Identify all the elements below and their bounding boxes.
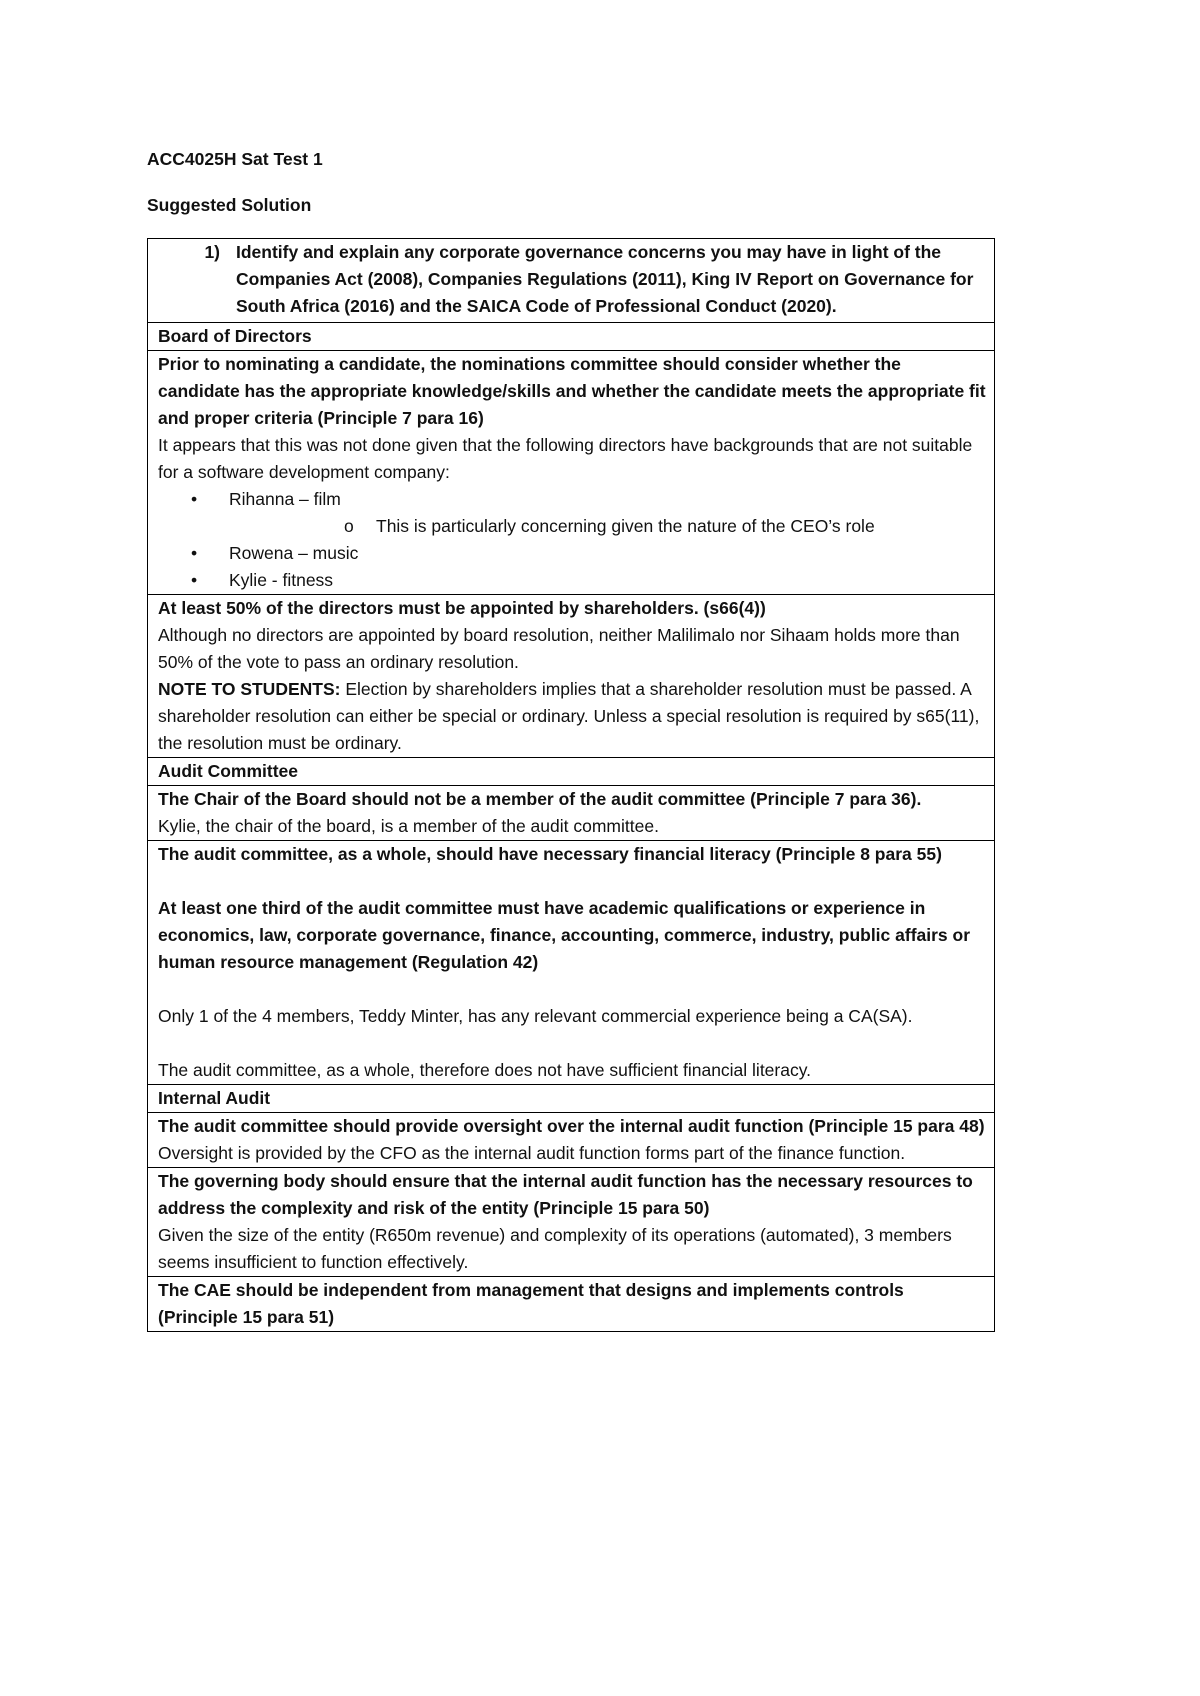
internal-item-1-text: Oversight is provided by the CFO as the internal audit function forms part of the finance function. <box>158 1143 906 1163</box>
board-item-2-principle: At least 50% of the directors must be appointed by shareholders. (s66(4)) <box>158 598 766 618</box>
director-rihanna: Rihanna – film <box>229 489 341 509</box>
page-subtitle: Suggested Solution <box>147 195 312 215</box>
table-row <box>148 1277 995 1332</box>
table-row <box>148 1168 995 1277</box>
table-row <box>148 351 995 595</box>
list-item: • Kylie - fitness <box>158 567 986 594</box>
audit-item-2-principle: The audit committee, as a whole, should have necessary financial literacy (Principle 8 para 55) <box>158 844 942 864</box>
question-number: 1) <box>204 242 220 262</box>
internal-item-1-principle: The audit committee should provide oversight over the internal audit function (Principle 15 para 48) <box>158 1116 985 1136</box>
list-item: • Rowena – music <box>158 540 986 567</box>
table-row <box>148 841 995 1085</box>
audit-item-2-text-2: The audit committee, as a whole, therefore does not have sufficient financial literacy. <box>158 1060 812 1080</box>
table-row <box>148 595 995 758</box>
internal-item-2-text: Given the size of the entity (R650m revenue) and complexity of its operations (automated), 3 members seems insufficient to function effectively. <box>158 1225 952 1272</box>
internal-item-3-principle: The CAE should be independent from management that designs and implements controls (Principle 15 para 51) <box>158 1280 904 1327</box>
internal-item-2-principle: The governing body should ensure that the internal audit function has the necessary resources to address the complexity and risk of the entity (Principle 15 para 50) <box>158 1171 973 1218</box>
list-item <box>158 486 986 540</box>
question-row <box>148 239 995 323</box>
table-row <box>148 786 995 841</box>
table-row <box>148 1113 995 1168</box>
sub-list-item: o This is particularly concerning given the nature of the CEO’s role <box>229 513 986 540</box>
board-item-1-text: It appears that this was not done given that the following directors have backgrounds that are not suitable for a software development company: <box>158 435 973 482</box>
board-item-2-text: Although no directors are appointed by board resolution, neither Malilimalo nor Sihaam holds more than 50% of the vote to pass an ordinary resolution. <box>158 625 960 672</box>
student-note-label: NOTE TO STUDENTS: <box>158 679 341 699</box>
audit-item-2-regulation: At least one third of the audit committee must have academic qualifications or experience in economics, law, corporate governance, finance, accounting, commerce, industry, public affairs or human resource management (Regulation 42) <box>158 898 971 972</box>
audit-heading: Audit Committee <box>148 758 995 786</box>
student-note <box>158 676 986 757</box>
internal-item-2 <box>148 1168 995 1277</box>
board-heading: Board of Directors <box>148 323 995 351</box>
board-item-1 <box>148 351 995 595</box>
solution-table <box>147 238 995 1332</box>
board-item-2 <box>148 595 995 758</box>
director-list <box>158 486 986 594</box>
internal-item-3 <box>148 1277 995 1332</box>
section-heading-row <box>148 323 995 351</box>
audit-item-1-text: Kylie, the chair of the board, is a member of the audit committee. <box>158 816 659 836</box>
internal-item-1 <box>148 1113 995 1168</box>
section-heading-row <box>148 758 995 786</box>
page-title: ACC4025H Sat Test 1 <box>147 149 323 169</box>
audit-item-1-principle: The Chair of the Board should not be a member of the audit committee (Principle 7 para 36). <box>158 789 922 809</box>
internal-heading: Internal Audit <box>148 1085 995 1113</box>
student-note-text: Election by shareholders implies that a shareholder resolution must be passed. A shareholder resolution can either be special or ordinary. Unless a special resolution is required by s65(11), the resolution must be ordinary. <box>158 679 980 753</box>
audit-item-2-text-1: Only 1 of the 4 members, Teddy Minter, has any relevant commercial experience being a CA(SA). <box>158 1006 913 1026</box>
audit-item-2 <box>148 841 995 1085</box>
section-heading-row <box>148 1085 995 1113</box>
question-text: Identify and explain any corporate governance concerns you may have in light of the Companies Act (2008), Companies Regulations (2011), King IV Report on Governance for South Africa (2016) and the SAICA Code of Professional Conduct (2020). <box>236 242 974 316</box>
question-cell <box>148 239 995 323</box>
board-item-1-principle: Prior to nominating a candidate, the nominations committee should consider whether the candidate has the appropriate knowledge/skills and whether the candidate meets the appropriate fit and proper criteria (Principle 7 para 16) <box>158 354 986 428</box>
audit-item-1 <box>148 786 995 841</box>
